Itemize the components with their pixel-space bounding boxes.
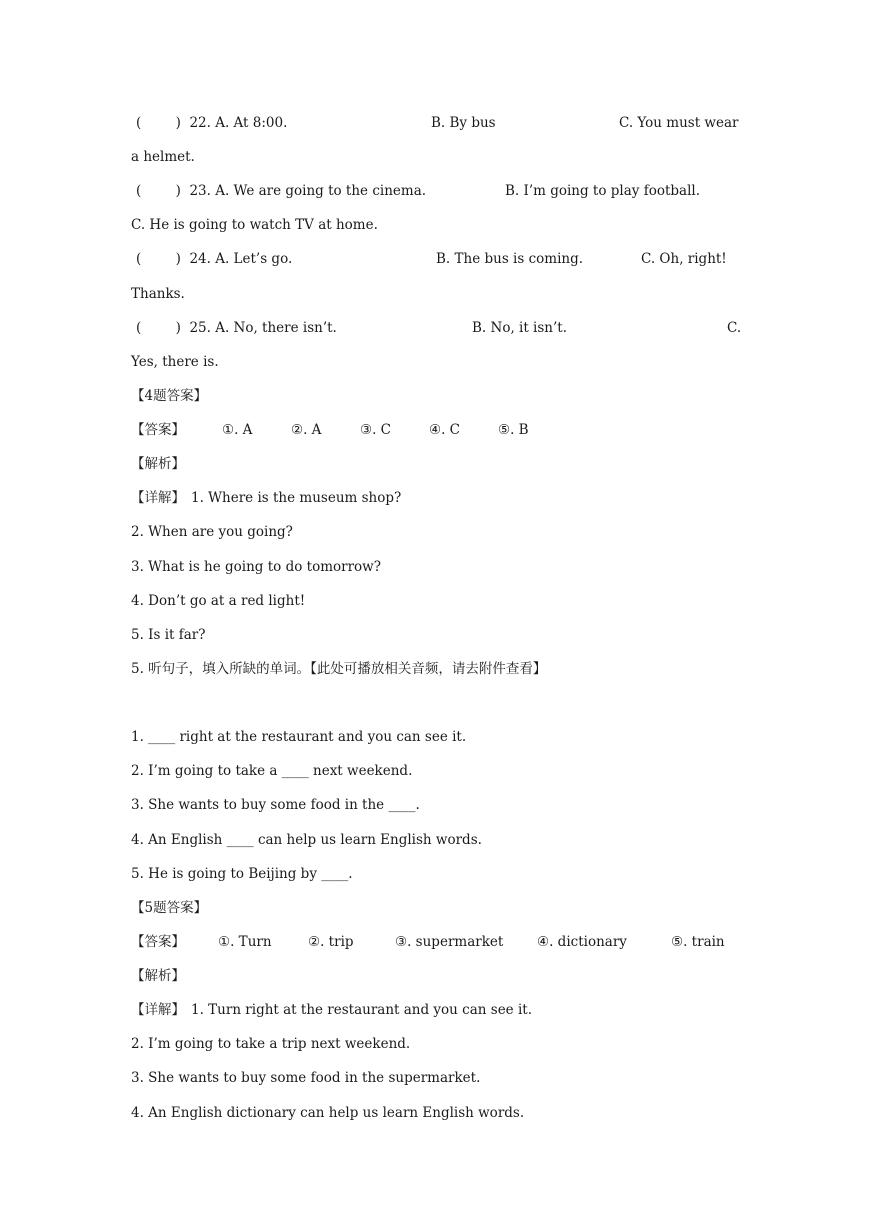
sec4-answer-3: ③. C — [360, 422, 392, 438]
sec4-detail-label: 【详解】 — [131, 490, 185, 506]
q5-item-1: 1. ____ right at the restaurant and you can see it. — [131, 729, 467, 745]
sec5-answer-1: ①. Turn — [218, 934, 272, 950]
q25-continuation: Yes, there is. — [131, 354, 219, 370]
sec4-detail-5: 5. Is it far? — [131, 627, 206, 643]
sec4-answer-label: 【答案】 — [131, 422, 185, 438]
q24-option-a: ( ) 24. A. Let’s go. — [136, 251, 293, 267]
sec5-answer-2: ②. trip — [308, 934, 354, 950]
q5-instruction: 5. 听句子，填入所缺的单词。【此处可播放相关音频，请去附件查看】 — [131, 661, 547, 677]
sec5-answer-5: ⑤. train — [671, 934, 725, 950]
q5-item-4: 4. An English ____ can help us learn English words. — [131, 832, 482, 848]
q23-option-a: ( ) 23. A. We are going to the cinema. — [136, 183, 427, 199]
sec4-answer-4: ④. C — [429, 422, 461, 438]
sec4-analysis-label: 【解析】 — [131, 456, 185, 472]
sec5-answer-4: ④. dictionary — [537, 934, 627, 950]
sec5-title: 【5题答案】 — [131, 900, 208, 916]
sec5-detail-3: 3. She wants to buy some food in the supermarket. — [131, 1070, 481, 1086]
sec5-analysis-label: 【解析】 — [131, 968, 185, 984]
q24-option-c: C. Oh, right! — [641, 251, 727, 267]
q5-item-5: 5. He is going to Beijing by ____. — [131, 866, 353, 882]
q23-option-c: C. He is going to watch TV at home. — [131, 217, 378, 233]
q5-item-2: 2. I’m going to take a ____ next weekend. — [131, 763, 413, 779]
sec4-answer-2: ②. A — [291, 422, 322, 438]
sec4-answer-1: ①. A — [222, 422, 253, 438]
q22-option-c: C. You must wear — [619, 115, 739, 131]
sec5-detail-label: 【详解】 — [131, 1002, 185, 1018]
q22-option-a: ( ) 22. A. At 8:00. — [136, 115, 288, 131]
q23-option-b: B. I’m going to play football. — [505, 183, 700, 199]
q22-option-b: B. By bus — [431, 115, 496, 131]
sec5-detail-1: 1. Turn right at the restaurant and you can see it. — [191, 1002, 532, 1018]
sec4-title: 【4题答案】 — [131, 388, 208, 404]
q24-option-b: B. The bus is coming. — [436, 251, 584, 267]
sec5-answer-3: ③. supermarket — [395, 934, 504, 950]
q22-continuation: a helmet. — [131, 149, 195, 165]
q25-option-c: C. — [727, 320, 742, 336]
q25-option-b: B. No, it isn’t. — [472, 320, 568, 336]
sec4-detail-2: 2. When are you going? — [131, 524, 293, 540]
sec4-detail-1: 1. Where is the museum shop? — [191, 490, 402, 506]
q5-item-3: 3. She wants to buy some food in the ____. — [131, 797, 420, 813]
sec5-detail-4: 4. An English dictionary can help us learn English words. — [131, 1105, 525, 1121]
sec4-answer-5: ⑤. B — [498, 422, 529, 438]
sec4-detail-4: 4. Don’t go at a red light! — [131, 593, 306, 609]
q25-option-a: ( ) 25. A. No, there isn’t. — [136, 320, 337, 336]
q24-continuation: Thanks. — [131, 286, 185, 302]
sec4-detail-3: 3. What is he going to do tomorrow? — [131, 559, 381, 575]
sec5-detail-2: 2. I’m going to take a trip next weekend. — [131, 1036, 411, 1052]
sec5-answer-label: 【答案】 — [131, 934, 185, 950]
